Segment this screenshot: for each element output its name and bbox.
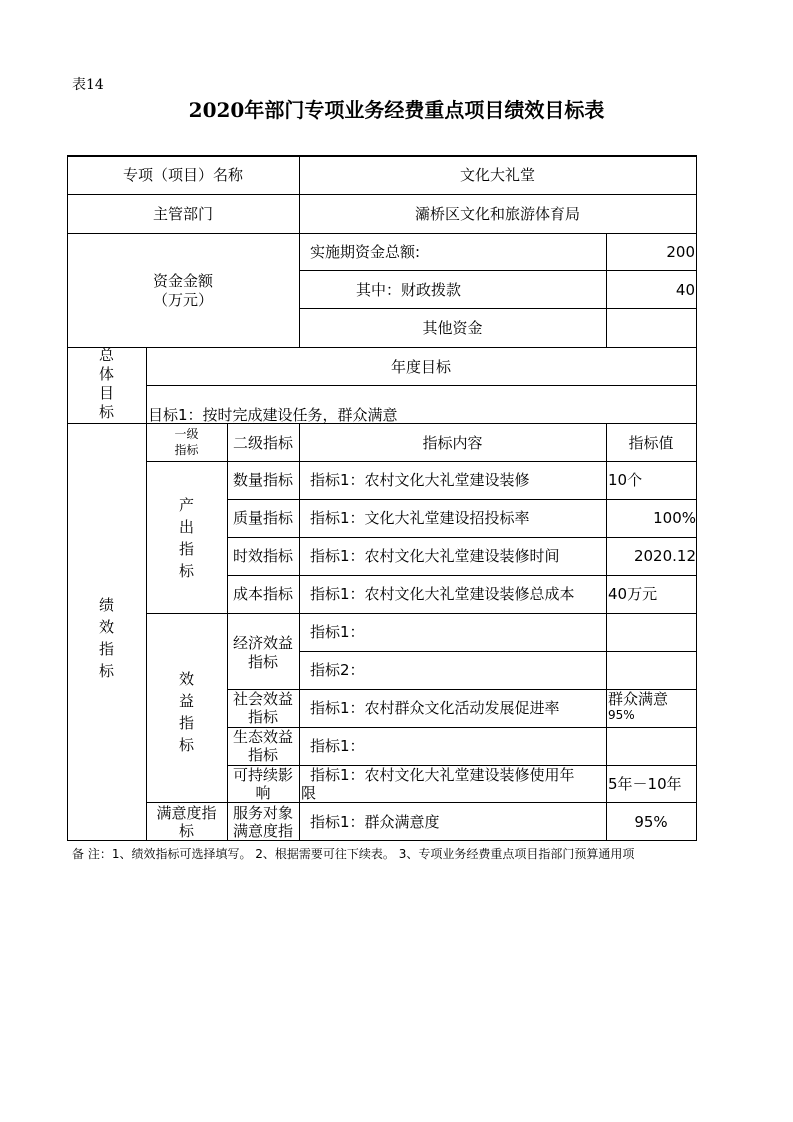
performance-char-1: 绩 — [98, 596, 114, 614]
funds-label-line2: （万元） — [152, 291, 213, 309]
benefit-group-char-4: 标 — [178, 736, 194, 754]
project-name-label: 专项（项目）名称 — [122, 166, 243, 184]
overall-target-char-1: 总 — [98, 346, 114, 364]
header-level2: 二级指标 — [232, 434, 293, 452]
funds-total-label: 实施期资金总额: — [310, 243, 421, 261]
satisfaction-level2-line1: 服务对象 — [232, 804, 293, 822]
ecological-content: 指标1： — [310, 737, 365, 755]
funds-other-label: 其他资金 — [422, 319, 483, 337]
performance-char-2: 效 — [98, 618, 114, 636]
ecological-level2-line1: 生态效益 — [232, 728, 293, 746]
social-content: 指标1：农村群众文化活动发展促进率 — [310, 699, 560, 717]
funds-fiscal-label: 其中：财政拨款 — [356, 281, 462, 299]
ecological-level2-line2: 指标 — [247, 746, 278, 764]
output-row-4-content: 指标1：农村文化大礼堂建设装修总成本 — [310, 585, 575, 603]
funds-total-value: 200 — [666, 243, 695, 261]
sustainable-level2-line1: 可持续影 — [232, 766, 293, 784]
output-row-2-level2: 质量指标 — [232, 509, 293, 527]
department-label: 主管部门 — [152, 205, 213, 223]
department-value: 灞桥区文化和旅游体育局 — [414, 205, 580, 223]
satisfaction-level2-line2: 满意度指 — [232, 822, 293, 840]
annual-target-label: 年度目标 — [390, 358, 451, 376]
output-row-2-value: 100% — [653, 509, 696, 527]
performance-char-3: 指 — [98, 640, 114, 658]
economic-level2-line1: 经济效益 — [232, 634, 293, 652]
output-row-3-value: 2020.12 — [633, 547, 696, 565]
output-group-char-2: 出 — [178, 518, 194, 536]
social-value-line1: 群众满意 — [608, 690, 669, 708]
overall-target-char-2: 体 — [98, 365, 114, 383]
header-value: 指标值 — [628, 434, 674, 452]
sustainable-value: 5年－10年 — [608, 775, 682, 793]
output-row-1-level2: 数量指标 — [232, 471, 293, 489]
page-title: 2020年部门专项业务经费重点项目绩效目标表 — [188, 98, 605, 122]
sustainable-content-line2: 限 — [301, 784, 317, 802]
output-group-char-1: 产 — [178, 496, 194, 514]
annual-target-text: 目标1：按时完成建设任务，群众满意 — [148, 407, 398, 423]
sustainable-level2-line2: 响 — [255, 784, 271, 802]
project-name-value: 文化大礼堂 — [459, 166, 535, 184]
funds-fiscal-value: 40 — [675, 281, 695, 299]
output-row-1-value: 10个 — [608, 471, 643, 489]
performance-char-4: 标 — [98, 662, 114, 680]
header-level1-line2: 指标 — [174, 443, 199, 457]
funds-label-line1: 资金金额 — [152, 272, 213, 290]
social-level2-line2: 指标 — [247, 708, 278, 726]
sustainable-content-line1: 指标1：农村文化大礼堂建设装修使用年 — [310, 766, 575, 784]
economic-level2-line2: 指标 — [247, 653, 278, 671]
economic-row-2-content: 指标2： — [310, 661, 365, 679]
benefit-group-char-3: 指 — [178, 714, 194, 732]
benefit-group-char-2: 益 — [178, 692, 194, 710]
output-row-3-level2: 时效指标 — [232, 547, 293, 565]
economic-row-1-content: 指标1： — [310, 623, 365, 641]
satisfaction-level1-line1: 满意度指 — [156, 804, 217, 822]
output-row-1-content: 指标1：农村文化大礼堂建设装修 — [310, 471, 530, 489]
header-level1-line1: 一级 — [174, 427, 199, 441]
overall-target-char-3: 目 — [98, 384, 114, 402]
output-group-char-4: 标 — [178, 562, 194, 580]
output-row-3-content: 指标1：农村文化大礼堂建设装修时间 — [310, 547, 560, 565]
header-content: 指标内容 — [422, 434, 483, 452]
benefit-group-char-1: 效 — [178, 670, 194, 688]
output-row-2-content: 指标1：文化大礼堂建设招投标率 — [310, 509, 530, 527]
satisfaction-value: 95% — [634, 813, 668, 831]
output-row-4-value: 40万元 — [608, 585, 658, 603]
output-row-4-level2: 成本指标 — [232, 585, 293, 603]
overall-target-char-4: 标 — [98, 403, 114, 421]
footnote: 备 注：1、绩效指标可选择填写。 2、根据需要可往下续表。 3、专项业务经费重点项目指部门预算通用项 — [72, 847, 635, 861]
social-value-line2: 95% — [608, 708, 635, 722]
satisfaction-content: 指标1：群众满意度 — [310, 813, 440, 831]
social-level2-line1: 社会效益 — [232, 690, 293, 708]
satisfaction-level1-line2: 标 — [178, 822, 194, 840]
table-number-label: 表14 — [72, 77, 104, 93]
output-group-char-3: 指 — [178, 540, 194, 558]
